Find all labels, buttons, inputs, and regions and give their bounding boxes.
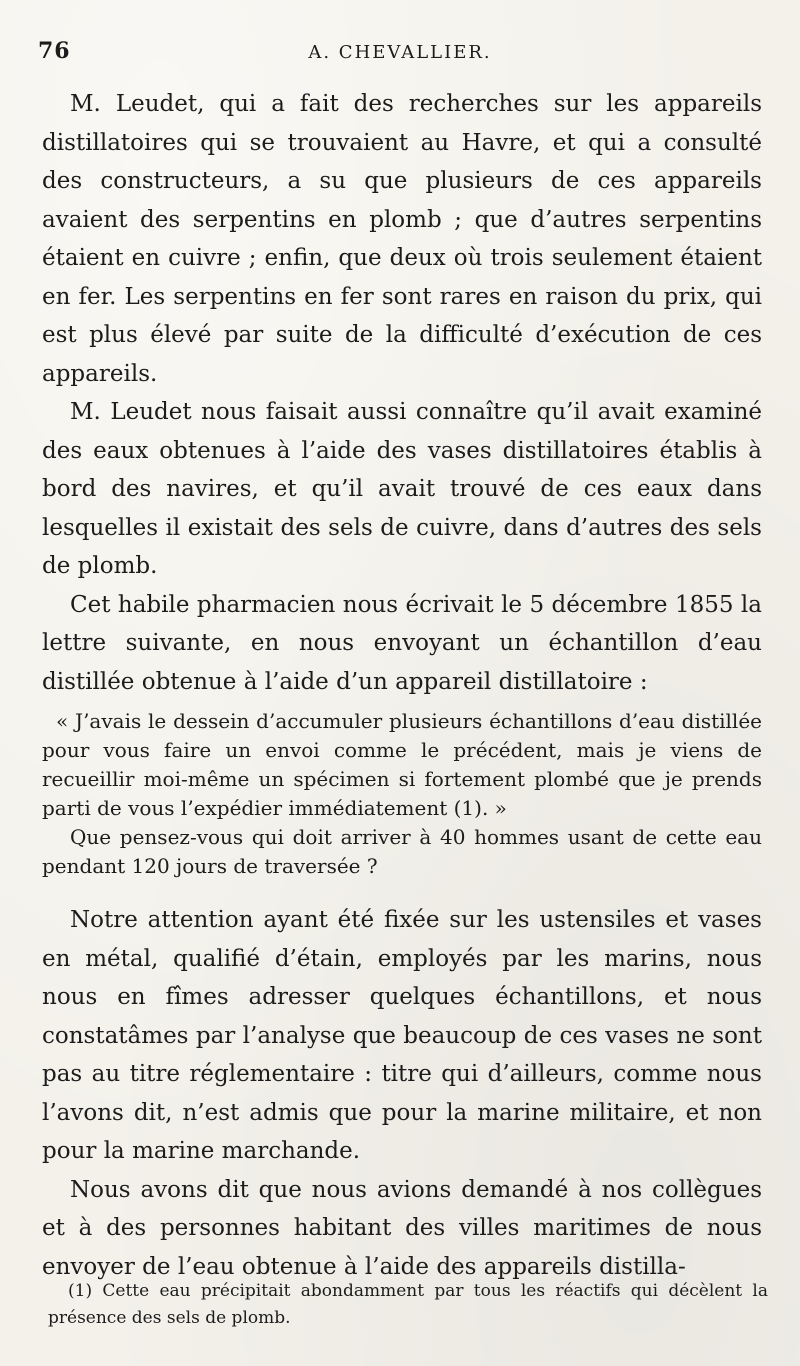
question-paragraph: Que pensez-vous qui doit arriver à 40 hommes usant de cette eau pendant 120 jours de traversée ? [42,825,762,878]
paragraph: Notre attention ayant été fixée sur les ustensiles et vases en métal, qualifié d’étain, employés par les marins, nous nous en fîmes adresser quelques échantillons, et nous constatâmes par l’analyse que beaucoup de ces vases ne sont pas au titre réglementaire : titre qui d’ailleurs, comme nous l’avons dit, n’est admis que pour la marine militaire, et non pour la marine marchande. [42,907,762,1164]
running-head-author: A. CHEVALLIER. [308,42,492,63]
page-number: 76 [38,38,71,64]
paragraph: Nous avons dit que nous avions demandé à nos collègues et à des personnes habitant des villes maritimes de nous envoyer de l’eau obtenue à l’aide des appareils distilla- [42,1176,762,1280]
paragraph: M. Leudet nous faisait aussi connaître qu’il avait examiné des eaux obtenues à l’aide des vases distillatoires établis à bord des navires, et qu’il avait trouvé de ces eaux dans lesquelles il existait des sels de cuivre, dans d’autres des sels de plomb. [42,399,762,579]
main-text [42,85,762,1286]
running-head [38,38,762,74]
paragraph: Cet habile pharmacien nous écrivait le 5 décembre 1855 la lettre suivante, en nous envoyant un échantillon d’eau distillée obtenue à l’aide d’un appareil distillatoire : [42,591,762,695]
quoted-letter: « J’avais le dessein d’accumuler plusieurs échantillons d’eau distillée pour vous faire un envoi comme le précédent, mais je viens de recueillir moi-même un spécimen si fortement plombé que je prends parti de vous l’expédier immédiatement (1). » [42,709,762,820]
paragraph: M. Leudet, qui a fait des recherches sur les appareils distillatoires qui se trouvaient au Havre, et qui a consulté des constructeurs, a su que plusieurs de ces appareils avaient des serpentins en plomb ; que d’autres serpentins étaient en cuivre ; enfin, que deux où trois seulement étaient en fer. Les serpentins en fer sont rares en raison du prix, qui est plus élevé par suite de la difficulté d’exécution de ces appareils. [42,91,762,387]
footnote: (1) Cette eau précipitait abondamment par tous les réactifs qui décèlent la présence des sels de plomb. [48,1281,768,1328]
